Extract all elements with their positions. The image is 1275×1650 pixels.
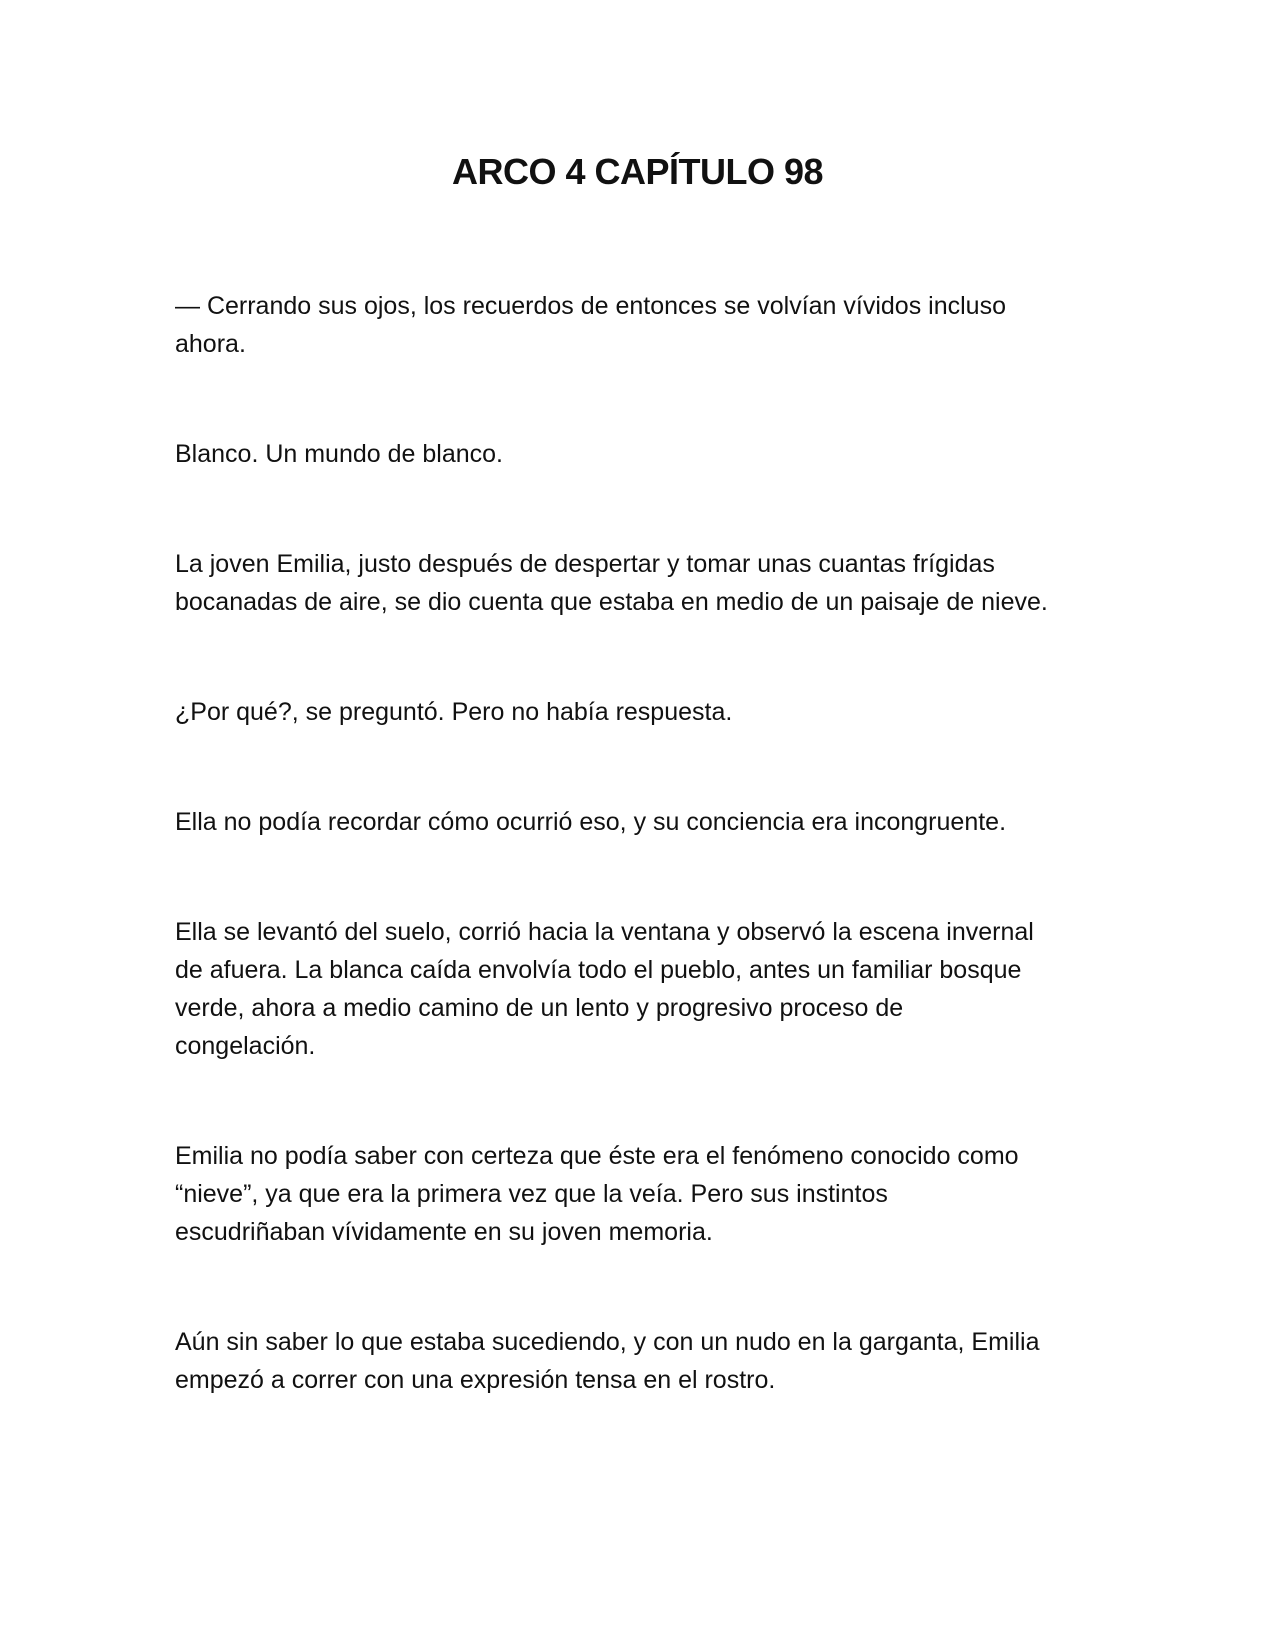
paragraph-3: La joven Emilia, justo después de despertar y tomar unas cuantas frígidas bocanadas de aire, se dio cuenta que estaba en medio de un paisaje de nieve. [175,550,1048,616]
chapter-title: ARCO 4 CAPÍTULO 98 [451,151,824,192]
paragraph-2: Blanco. Un mundo de blanco. [175,440,503,468]
paragraph-6: Ella se levantó del suelo, corrió hacia la ventana y observó la escena invernal de afuera. La blanca caída envolvía todo el pueblo, antes un familiar bosque verde, ahora a medio camino de un lento y progresivo proceso de congelación. [175,918,1034,1060]
paragraph-7: Emilia no podía saber con certeza que éste era el fenómeno conocido como “nieve”, ya que era la primera vez que la veía. Pero sus instintos escudriñaban vívidamente en su joven memoria. [175,1142,1019,1246]
paragraph-1: — Cerrando sus ojos, los recuerdos de entonces se volvían vívidos incluso ahora. [175,292,1006,358]
paragraph-5: Ella no podía recordar cómo ocurrió eso, y su conciencia era incongruente. [175,808,1007,836]
chapter-body [175,287,1115,1399]
paragraph-8: Aún sin saber lo que estaba sucediendo, y con un nudo en la garganta, Emilia empezó a correr con una expresión tensa en el rostro. [175,1328,1040,1394]
paragraph-4: ¿Por qué?, se preguntó. Pero no había respuesta. [175,698,733,726]
